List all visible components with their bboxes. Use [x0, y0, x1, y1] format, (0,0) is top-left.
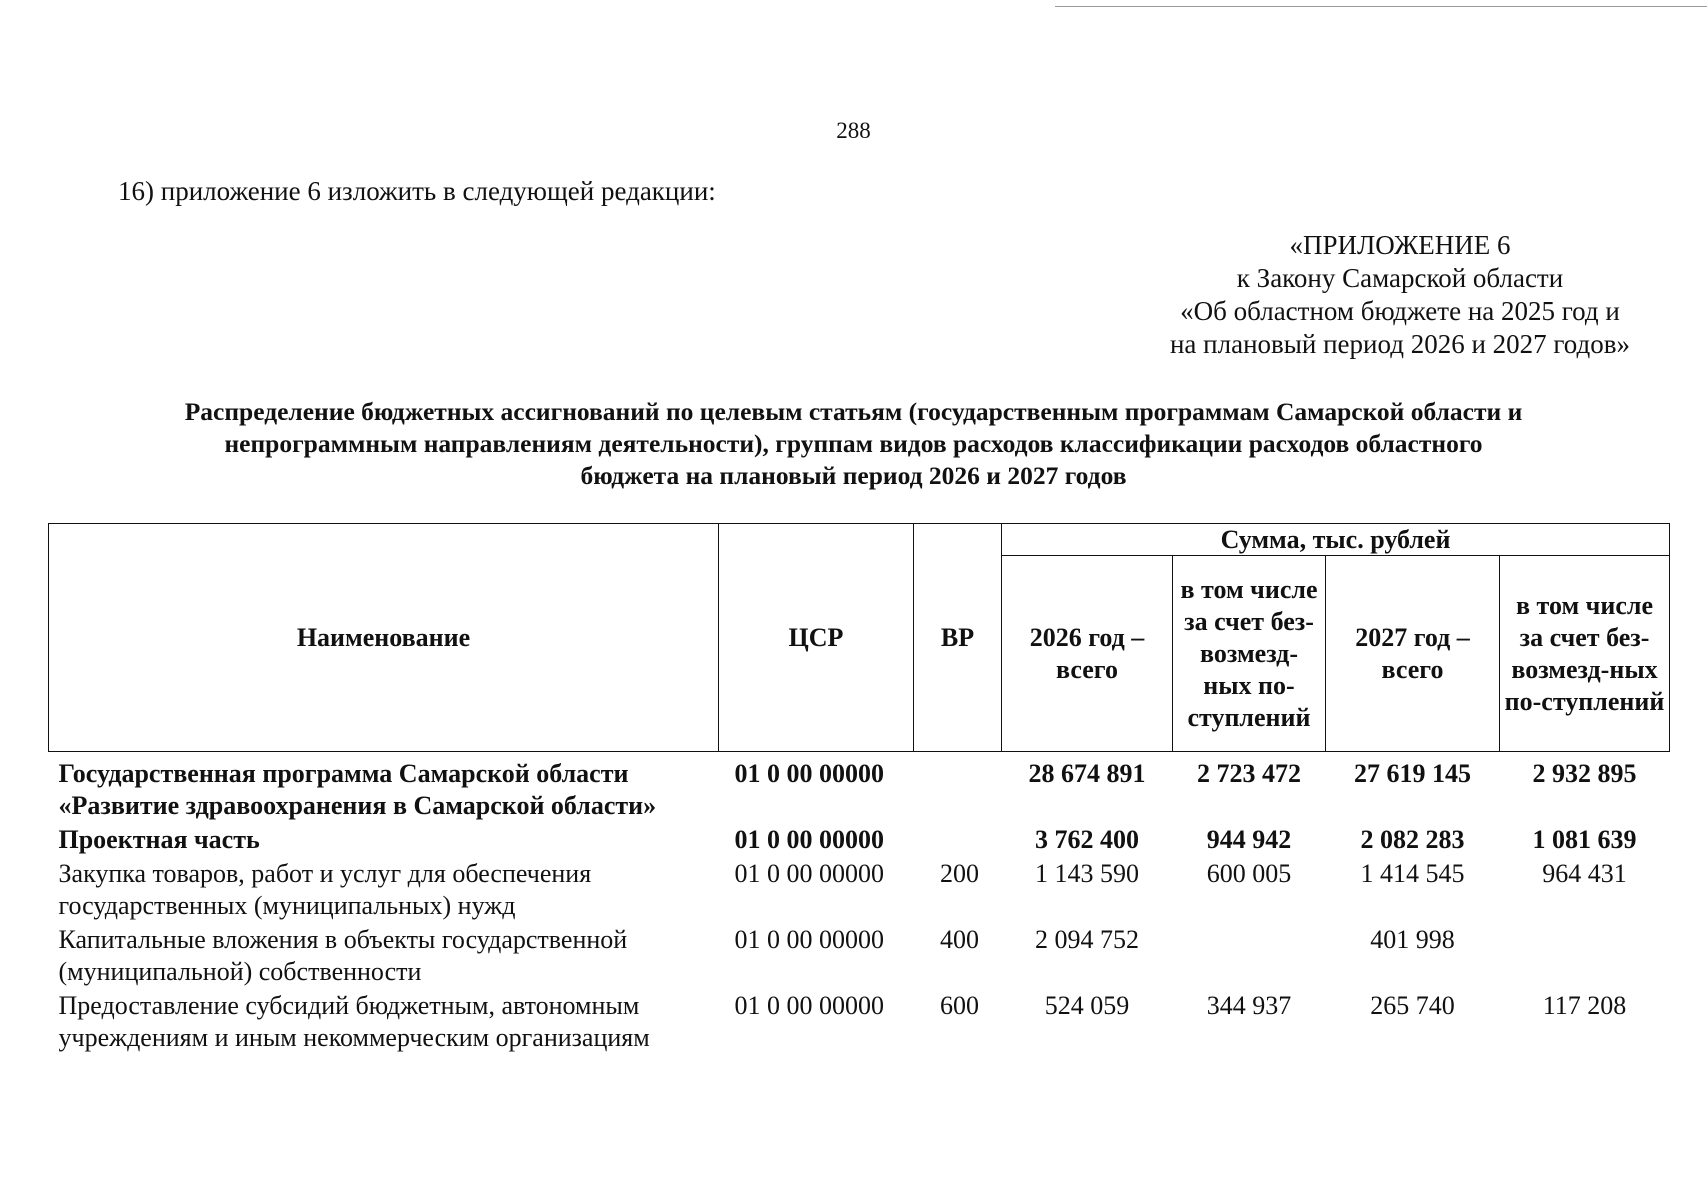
cell-2026-total: 28 674 891 [1028, 759, 1146, 788]
cell-vr: 400 [940, 925, 979, 954]
cell-vr [914, 752, 1002, 824]
document-title [80, 396, 1627, 492]
title-line: бюджета на плановый период 2026 и 2027 годов [580, 461, 1127, 490]
cell-2026-incl [1173, 923, 1326, 989]
cell-2027-incl [1500, 923, 1670, 989]
header-vr: ВР [914, 524, 1002, 752]
budget-table [48, 523, 1670, 1055]
title-line: непрограммным направлениям деятельности), группам видов расходов классификации расходов областного [224, 429, 1483, 458]
table-row [49, 989, 1670, 1055]
table-row [49, 823, 1670, 857]
scan-edge-line [1055, 6, 1707, 7]
header-2027-total: 2027 год – всего [1326, 556, 1500, 752]
cell-csr: 01 0 00 00000 [734, 925, 884, 954]
header-csr: ЦСР [719, 524, 914, 752]
cell-2026-total: 3 762 400 [1035, 825, 1139, 854]
cell-2026-incl: 2 723 472 [1197, 759, 1301, 788]
cell-vr [914, 823, 1002, 857]
cell-csr: 01 0 00 00000 [734, 859, 884, 888]
cell-2027-incl: 1 081 639 [1532, 825, 1637, 854]
cell-2027-incl: 964 431 [1542, 859, 1627, 888]
appendix-line: к Закону Самарской области [1236, 263, 1564, 293]
cell-vr: 600 [940, 991, 979, 1020]
cell-name: Государственная программа Самарской области «Развитие здравоохранения в Самарской области» [58, 759, 657, 820]
cell-csr: 01 0 00 00000 [734, 759, 884, 788]
header-2026-total: 2026 год – всего [1002, 556, 1173, 752]
cell-2027-total: 401 998 [1370, 925, 1455, 954]
intro-text: 16) приложение 6 изложить в следующей редакции: [118, 176, 716, 206]
appendix-line: на плановый период 2026 и 2027 годов» [1169, 329, 1631, 359]
appendix-block [1150, 229, 1650, 361]
header-name: Наименование [49, 524, 719, 752]
appendix-line: «ПРИЛОЖЕНИЕ 6 [1289, 230, 1511, 260]
cell-name: Предоставление субсидий бюджетным, автономным учреждениям и иным некоммерческим организациям [58, 991, 650, 1052]
cell-csr: 01 0 00 00000 [734, 991, 884, 1020]
cell-2026-total: 524 059 [1044, 991, 1130, 1020]
cell-vr: 200 [940, 859, 979, 888]
cell-2027-incl: 117 208 [1542, 991, 1627, 1020]
cell-name: Проектная часть [58, 825, 260, 854]
appendix-line: «Об областном бюджете на 2025 год и [1180, 296, 1620, 326]
cell-2027-total: 27 619 145 [1354, 759, 1471, 788]
cell-name: Закупка товаров, работ и услуг для обеспечения государственных (муниципальных) нужд [58, 859, 592, 920]
cell-2026-incl: 944 942 [1206, 825, 1292, 854]
cell-2026-incl: 600 005 [1206, 859, 1292, 888]
cell-2027-incl: 2 932 895 [1532, 759, 1637, 788]
cell-2027-total: 1 414 545 [1360, 859, 1465, 888]
header-sum-group: Сумма, тыс. рублей [1002, 524, 1670, 556]
header-2027-incl: в том числе за счет без-возмезд-ных по-ступлений [1500, 556, 1670, 752]
cell-2027-total: 2 082 283 [1360, 825, 1465, 854]
title-line: Распределение бюджетных ассигнований по целевым статьям (государственным программам Самарской области и [184, 397, 1523, 426]
table-row [49, 857, 1670, 923]
header-2026-incl: в том числе за счет без-возмезд-ных по-ступлений [1173, 556, 1326, 752]
page-number: 288 [836, 118, 871, 143]
cell-2027-total: 265 740 [1370, 991, 1455, 1020]
table-row [49, 923, 1670, 989]
cell-2026-incl: 344 937 [1206, 991, 1292, 1020]
cell-2026-total: 1 143 590 [1035, 859, 1139, 888]
table-row [49, 752, 1670, 824]
cell-csr: 01 0 00 00000 [734, 825, 884, 854]
cell-2026-total: 2 094 752 [1035, 925, 1139, 954]
cell-name: Капитальные вложения в объекты государственной (муниципальной) собственности [58, 925, 628, 986]
